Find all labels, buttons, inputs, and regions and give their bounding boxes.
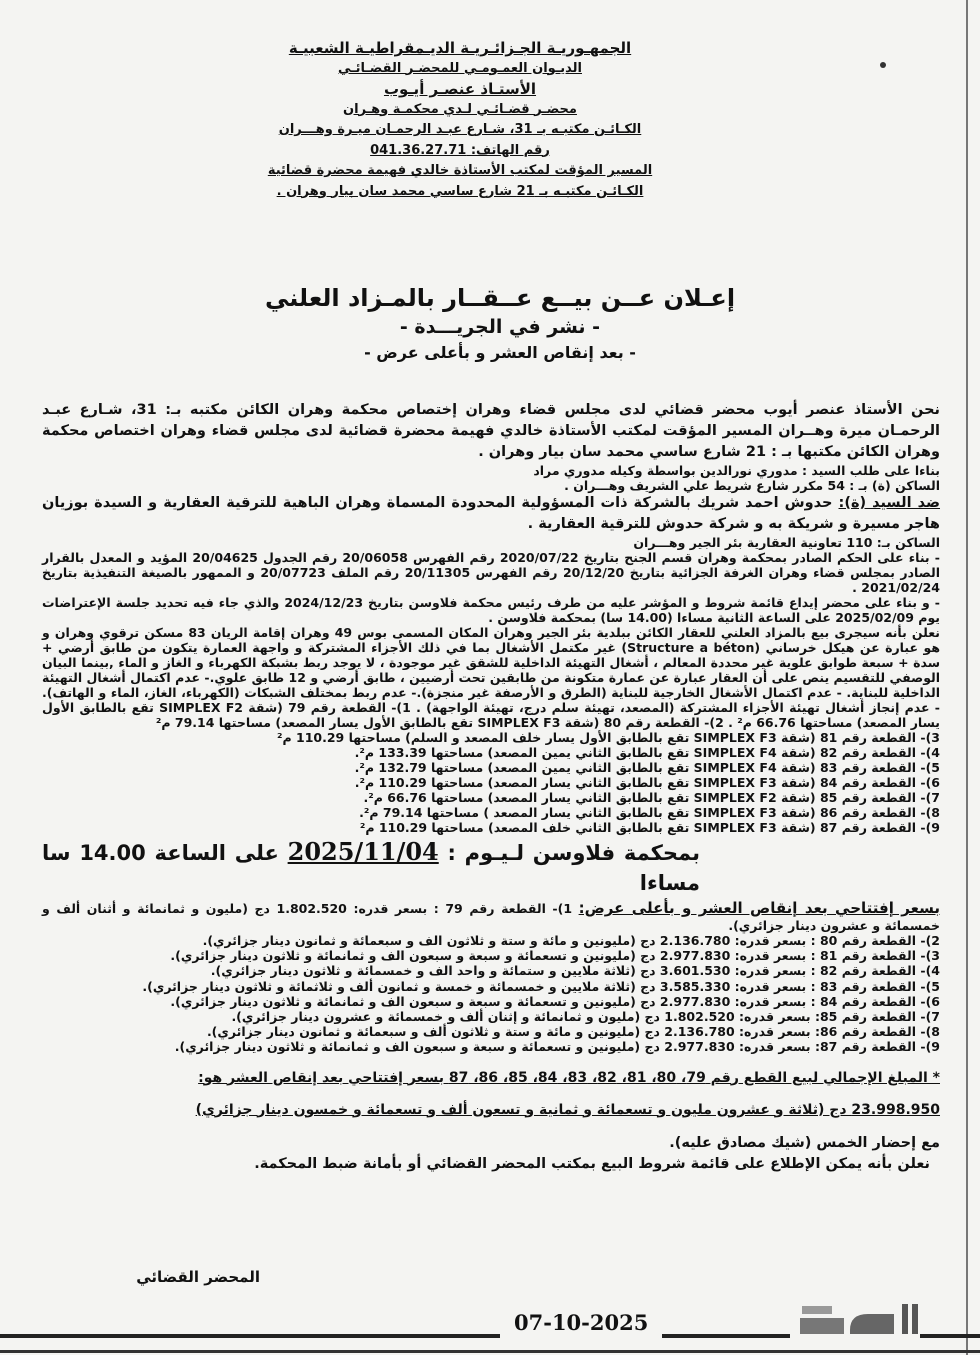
lot-item: 9)- القطعة رقم 87 (شقة SIMPLEX F3 تقع بالطابق الثاني خلف المصعد) مساحتها 110.29 م²	[359, 820, 940, 835]
header-line: المسير المؤقت لمكتب الأستاذة خالدي فهيمة محضرة قضائية	[267, 163, 653, 178]
lot-item: 6)- القطعة رقم 84 (شقة SIMPLEX F3 تقع بالطابق الثاني يسار المصعد) مساحتها 110.29 م².	[354, 775, 940, 790]
lot-item: 5)- القطعة رقم 83 (شقة SIMPLEX F4 تقع بالطابق الثاني يمين المصعد) مساحتها 132.79 م².	[354, 760, 940, 775]
header-line: الجمهـوريـة الجـزائـريـة الديـمقراطيـة الشعبيـة	[288, 39, 632, 57]
header-line: الكـائـن مكتبـه بـ 31، شـارع عبـد الرحمـان ميـرة وهـــران	[278, 122, 642, 137]
auction-prefix: بمحكمة فلاوسن لـيـوم :	[447, 841, 700, 865]
header-line: الكـائـن مكتبـه بـ 21 شارع ساسي محمد سان بيار وهران .	[276, 183, 644, 199]
price-item: 9)- القطعة رقم 87: بسعر قدره: 2.977.830 دج (مليونين و تسعمائة و سبعة و سبعون الف و ثمانمائة و ثلاثون دينار جزائري).	[174, 1039, 940, 1055]
judgment-paragraph: - بناء على الحكم الصادر بمحكمة وهران قسم الجنح بتاريخ 2020/07/22 رقم الفهرس 20/06058 رقم الجدول 20/04625 المؤيد و المعدل بالقرار الصادر بمجلس قضاء وهران الغرفة الجزائية بتاريخ 20/12/20 رقم الفهرس 20/11305 رقم الملف 20/07723 و الممهور بالصيغة التنفيذية بتاريخ 2021/02/24 .	[42, 550, 941, 595]
price-item: 6)- القطعة رقم 84 : بسعر قدره: 2.977.830 دج (مليونين و تسعمائة و سبعة و سبعون الف و ثمانمائة و ثلاثون دينار جزائري).	[170, 993, 940, 1009]
lot-item: 7)- القطعة رقم 85 (شقة SIMPLEX F2 تقع بالطابق الثاني يسار المصعد) مساحتها 66.76 م².	[363, 790, 940, 805]
defendant-label: ضد السيد (ة):	[838, 495, 940, 511]
total-value: 23.998.950 دج (ثلاثة و عشرون مليون و تسعمائة و ثمانية و تسعون ألف و تسعمائة و خمسون دينار جزائري)	[195, 1101, 940, 1118]
deposit-fifth: مع إحضار الخمس (شيك مصادق عليه).	[669, 1134, 940, 1151]
intro-paragraph: نحن الأستاذ عنصر أيوب محضر قضائي لدى مجلس قضاء وهران إختصاص محكمة وهران الكائن مكتبه بـ: 31، شـارع عبـد الرحمـان ميرة وهــران المسير المؤقت لمكتب الأستاذة خالدي فهيمة محضرة قضائية لدى مجلس قضاء وهران اختصاص محكمة وهران الكائن مكتبها بـ : 21 شارع ساسي محمد سان بيار وهران .	[42, 402, 940, 460]
header-line: محضـر قضـائـي لـدي محكمـة وهـران	[343, 101, 577, 117]
total-label: * المبلغ الإجمالي لبيع القطع رقم 79، 80، 81، 82، 83، 84، 85، 86، 87 بسعر إفتتاحي بعد إنقاص العشر هو:	[198, 1069, 940, 1086]
property-description: نعلن بأنه سيجرى بيع بالمزاد العلني للعقار الكائن ببلدية بئر الجير وهران المكان المسمى بوس 49 وهران إقامة الريان 83 مسكن ترقوي وهران و هو عبارة عن هيكل خرساني (Structure a béton) غير مكتمل الأشغال بما في ذلك الأجزاء المشتركة و واجهة العمارة يتكون من طابق أرضي + سدة + سبعة طوابق علوية غير محددة المعالم ، أشغال التهيئة الداخلية للشقق غير موجودة ، لا يوجد ربط بشبكة الكهرباء و الغاز و الماء ,بينما البيان الوصفي للتقسيم ينص على أن العقار عبارة عن عمارة متكونة من طابقين تحت أرضيين ، طابق أرضي و 12 طابق علوي.- عدم اكتمال أشغال التهيئة الداخلية للبناية. - عدم اكتمال الأشغال الخارجية للبناية (الطرق و الأرصفة غير منجزة).- عدم ربط بمختلف الشبكات (الكهرباء، الغاز، الماء و الهاتف). - عدم إنجاز أشغال تهيئة الأجزاء المشتركة (المصعد، تهيئة سلم درج، تهيئة الواجهة) . 1)- القطعة رقم 79 (شقة SIMPLEX F2 تقع بالطابق الأول يسار المصعد) مساحتها 66.76 م² . 2)- القطعة رقم 80 (شقة SIMPLEX F3 تقع بالطابق الأول يسار المصعد) مساحتها 79.14 م²	[42, 625, 941, 730]
auction-time: على الساعة 14.00 سا مساءا	[42, 841, 700, 895]
requester-address: الساكن (ة) بـ : 54 مكرر شارع شريط علي الشريف وهـــران .	[564, 478, 940, 493]
lot-item: 3)- القطعة رقم 81 (شقة SIMPLEX F3 تقع بالطابق الأول يسار خلف المصعد و السلم) مساحتها 110.29 م²	[277, 730, 940, 745]
scan-speck	[880, 62, 886, 68]
lot-item: 8)- القطعة رقم 86 (شقة SIMPLEX F3 تقع بالطابق الثاني يسار المصعد ) مساحتها 79.14 م².	[359, 805, 940, 820]
deposit-paragraph: - و بناء على محضر إيداع قائمة شروط و المؤشر عليه من طرف رئيس محكمة فلاوسن بتاريخ 2024/12/23 والذي جاء فيه تحديد جلسة الإعتراضات يوم 2025/02/09 على الساعة الثانية مساءا (14.00 سا) بمحكمة فلاوسن .	[42, 595, 940, 625]
requester: بناءا على طلب السيد : مدوري نورالدين بواسطة وكيله مدوري مراد	[533, 463, 940, 478]
publication-date: 07-10-2025	[500, 1306, 662, 1340]
footer-rule	[0, 1350, 980, 1353]
lot-item: 4)- القطعة رقم 82 (شقة SIMPLEX F4 تقع بالطابق الثاني يمين المصعد) مساحتها 133.39 م².	[354, 745, 940, 760]
defendant	[42, 493, 940, 535]
lots-list	[42, 730, 940, 835]
notice-title: إعـلان عــن بيــع عــقــار بالمـزاد العلني	[264, 284, 736, 312]
price-item: 4)- القطعة رقم 82 : بسعر قدره: 3.601.530 دج (ثلاثة ملايين و ستمائة و واحد الف و خمسمائة و ثلاثون دينار جزائري).	[210, 963, 940, 979]
header-phone: رقم الهاتف: 041.36.27.71	[370, 142, 550, 158]
newspaper-logo	[790, 1300, 920, 1338]
conditions-notice: نعلن بأنه يمكن الإطلاع على قائمة شروط البيع بمكتب المحضر القضائي أو بأمانة ضبط المحكمة.	[254, 1155, 930, 1172]
auction-date: 2025/11/04	[287, 837, 439, 866]
price-intro	[42, 898, 940, 933]
notice-body	[42, 400, 940, 1175]
price-item: 5)- القطعة رقم 83 : بسعر قدره: 3.585.330 دج (ثلاثة ملايين و خمسمائة و خمسة و ثمانون ألف و ثلاثمائة و ثلاثون دينار جزائري).	[142, 978, 940, 994]
notice-title-block	[200, 282, 800, 366]
price-lead: بسعر إفتتاحي بعد إنقاص العشر و بأعلى عرض:	[578, 899, 940, 917]
defendant-address: الساكن بـ: 110 تعاونية العقارية بئر الجير وهـــران	[633, 535, 940, 550]
header-line: الديـوان العمـومـي للمحضـر القضـائـي	[338, 60, 582, 76]
price-item: 8)- القطعة رقم 86: بسعر قدره: 2.136.780 دج (مليونين و مائة و ستة و ثلاثون ألف و سبعمائة و ثمانون دينار جزائري).	[206, 1024, 940, 1040]
price-first: 1)- القطعة رقم 79 : بسعر قدره: 1.802.520 دج (مليون و ثمانمائة و أثنان ألف و خمسمائة و عشرون دينار جزائري).	[42, 901, 940, 933]
notice-subtitle: - بعد إنقاص العشر و بأعلى عرض -	[364, 343, 636, 362]
auction-date-line	[42, 837, 940, 898]
defendant-text: حدوش احمد شريك بالشركة ذات المسؤولية المحدودة المسماة وهران الباهية للترقية العقارية و السيدة بوزيان هاجر مسيرة و شريكة به و شركة حدوش للترقية العقارية .	[42, 495, 940, 532]
price-item: 3)- القطعة رقم 81 : بسعر قدره: 2.977.830 دج (مليونين و تسعمائة و سبعة و سبعون الف و ثمانمائة و ثلاثون دينار جزائري).	[170, 948, 940, 964]
issuer-header	[200, 38, 720, 202]
signature: المحضر القضائي	[136, 1268, 260, 1286]
price-item: 7)- القطعة رقم 85: بسعر قدره: 1.802.520 دج (مليون و ثمانمائة و إثنان ألف و خمسمائة و عشرون دينار جزائري).	[231, 1009, 940, 1025]
header-line: الأستـاذ عنصـر أيـوب	[383, 80, 537, 98]
page-edge-line	[966, 0, 968, 1355]
notice-subtitle: - نشر في الجريـــدة -	[399, 316, 601, 338]
prices-list	[42, 933, 940, 1055]
price-item: 2)- القطعة رقم 80 : بسعر قدره: 2.136.780 دج (مليونين و مائة و ستة و ثلاثون الف و سبعمائة و ثمانون دينار جزائري).	[202, 933, 940, 948]
